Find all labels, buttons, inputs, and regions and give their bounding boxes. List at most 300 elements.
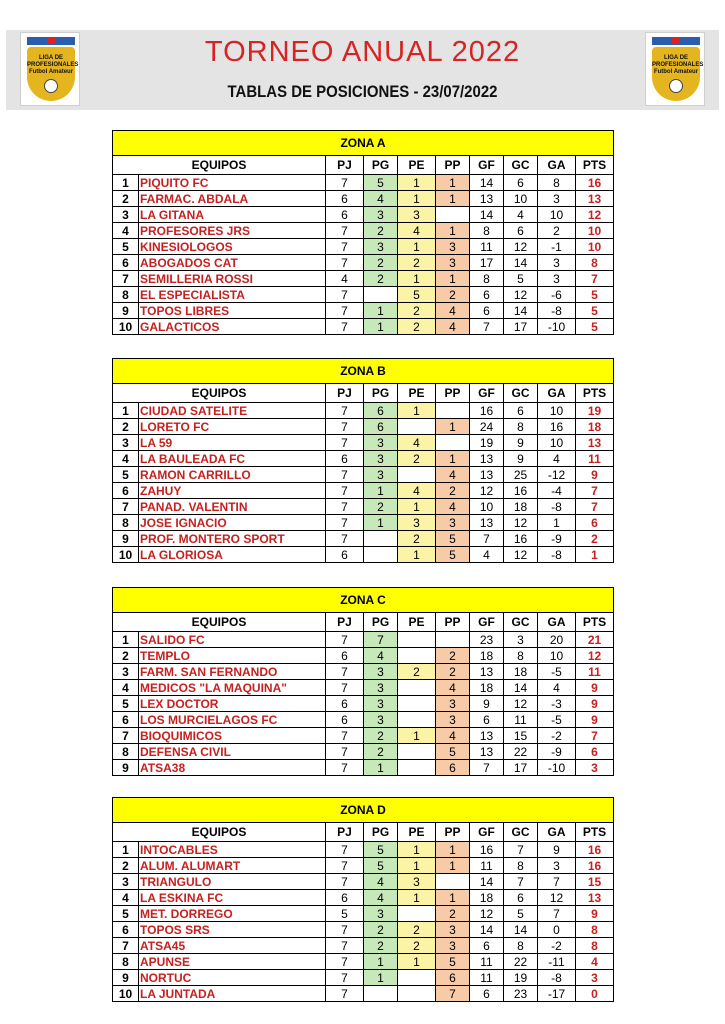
pe-cell: 1: [398, 547, 436, 563]
pg-cell: 6: [364, 419, 398, 435]
pj-cell: 6: [326, 451, 364, 467]
ga-cell: -17: [538, 986, 576, 1002]
ga-cell: -12: [538, 467, 576, 483]
team-name-cell: NORTUC: [139, 970, 326, 986]
column-header-row: [113, 823, 614, 842]
pe-cell: 1: [398, 954, 436, 970]
pj-cell: 5: [326, 906, 364, 922]
column-header-pts: PTS: [576, 613, 614, 632]
team-name-cell: RAMON CARRILLO: [139, 467, 326, 483]
gf-cell: 24: [470, 419, 504, 435]
pg-cell: [364, 986, 398, 1002]
gc-cell: 18: [504, 499, 538, 515]
pe-cell: 2: [398, 319, 436, 335]
pe-cell: 2: [398, 938, 436, 954]
position-cell: 5: [113, 696, 139, 712]
gf-cell: 11: [470, 239, 504, 255]
gf-cell: 12: [470, 483, 504, 499]
table-row: [113, 728, 614, 744]
pts-cell: 15: [576, 874, 614, 890]
gc-cell: 12: [504, 239, 538, 255]
gc-cell: 6: [504, 890, 538, 906]
pj-cell: 7: [326, 922, 364, 938]
page-subtitle: TABLAS DE POSICIONES - 23/07/2022: [227, 82, 498, 101]
table-row: [113, 207, 614, 223]
pts-cell: 5: [576, 319, 614, 335]
team-name-cell: DEFENSA CIVIL: [139, 744, 326, 760]
ga-cell: -11: [538, 954, 576, 970]
position-cell: 2: [113, 419, 139, 435]
column-header-ga: GA: [538, 613, 576, 632]
position-cell: 4: [113, 890, 139, 906]
position-cell: 8: [113, 744, 139, 760]
pp-cell: 2: [436, 483, 470, 499]
team-name-cell: APUNSE: [139, 954, 326, 970]
pj-cell: 7: [326, 954, 364, 970]
pp-cell: 3: [436, 696, 470, 712]
pts-cell: 10: [576, 223, 614, 239]
pts-cell: 18: [576, 419, 614, 435]
pj-cell: 7: [326, 175, 364, 191]
pe-cell: 1: [398, 890, 436, 906]
zone-title: ZONA B: [113, 359, 614, 384]
pts-cell: 8: [576, 938, 614, 954]
pp-cell: 6: [436, 970, 470, 986]
pg-cell: 7: [364, 632, 398, 648]
gc-cell: 3: [504, 632, 538, 648]
ga-cell: -8: [538, 970, 576, 986]
position-cell: 2: [113, 648, 139, 664]
column-header-pts: PTS: [576, 384, 614, 403]
column-header-pts: PTS: [576, 156, 614, 175]
column-header-pe: PE: [398, 823, 436, 842]
table-row: [113, 515, 614, 531]
pj-cell: 7: [326, 858, 364, 874]
pp-cell: 7: [436, 986, 470, 1002]
pg-cell: 4: [364, 890, 398, 906]
pg-cell: 1: [364, 970, 398, 986]
column-header-team: EQUIPOS: [113, 384, 326, 403]
position-cell: 7: [113, 499, 139, 515]
team-name-cell: LA GLORIOSA: [139, 547, 326, 563]
pj-cell: 7: [326, 970, 364, 986]
pp-cell: 3: [436, 712, 470, 728]
pts-cell: 19: [576, 403, 614, 419]
pg-cell: 6: [364, 403, 398, 419]
gf-cell: 18: [470, 890, 504, 906]
gc-cell: 12: [504, 696, 538, 712]
ga-cell: 7: [538, 874, 576, 890]
pg-cell: 1: [364, 515, 398, 531]
pj-cell: 7: [326, 760, 364, 776]
pj-cell: 7: [326, 938, 364, 954]
pj-cell: 7: [326, 842, 364, 858]
team-name-cell: KINESIOLOGOS: [139, 239, 326, 255]
gc-cell: 9: [504, 451, 538, 467]
column-header-pts: PTS: [576, 823, 614, 842]
table-row: [113, 632, 614, 648]
pts-cell: 2: [576, 531, 614, 547]
table-row: [113, 223, 614, 239]
pg-cell: 2: [364, 271, 398, 287]
gf-cell: 13: [470, 191, 504, 207]
pts-cell: 7: [576, 499, 614, 515]
table-row: [113, 906, 614, 922]
pg-cell: 2: [364, 938, 398, 954]
pp-cell: 5: [436, 547, 470, 563]
ga-cell: -6: [538, 287, 576, 303]
table-row: [113, 175, 614, 191]
pj-cell: 7: [326, 467, 364, 483]
gf-cell: 13: [470, 451, 504, 467]
pg-cell: 2: [364, 499, 398, 515]
team-name-cell: MET. DORREGO: [139, 906, 326, 922]
pts-cell: 21: [576, 632, 614, 648]
pg-cell: 3: [364, 467, 398, 483]
pts-cell: 0: [576, 986, 614, 1002]
pg-cell: 2: [364, 223, 398, 239]
position-cell: 5: [113, 239, 139, 255]
pg-cell: 1: [364, 319, 398, 335]
position-cell: 1: [113, 842, 139, 858]
team-name-cell: MEDICOS "LA MAQUINA": [139, 680, 326, 696]
ga-cell: -10: [538, 319, 576, 335]
zone-title: ZONA D: [113, 798, 614, 823]
pj-cell: 7: [326, 728, 364, 744]
pe-cell: 1: [398, 175, 436, 191]
zone-title: ZONA C: [113, 588, 614, 613]
gf-cell: 17: [470, 255, 504, 271]
ga-cell: -2: [538, 728, 576, 744]
column-header-gf: GF: [470, 384, 504, 403]
pp-cell: 3: [436, 255, 470, 271]
gf-cell: 6: [470, 287, 504, 303]
pj-cell: 7: [326, 287, 364, 303]
position-cell: 8: [113, 515, 139, 531]
pts-cell: 8: [576, 255, 614, 271]
column-header-pg: PG: [364, 384, 398, 403]
pg-cell: 3: [364, 239, 398, 255]
pe-cell: 1: [398, 499, 436, 515]
ga-cell: -5: [538, 664, 576, 680]
pg-cell: 1: [364, 954, 398, 970]
gc-cell: 11: [504, 712, 538, 728]
table-row: [113, 435, 614, 451]
gf-cell: 12: [470, 906, 504, 922]
column-header-pj: PJ: [326, 156, 364, 175]
pe-cell: 3: [398, 874, 436, 890]
column-header-gf: GF: [470, 823, 504, 842]
team-name-cell: ATSA38: [139, 760, 326, 776]
gc-cell: 8: [504, 648, 538, 664]
pp-cell: 1: [436, 842, 470, 858]
pts-cell: 11: [576, 664, 614, 680]
pj-cell: 7: [326, 744, 364, 760]
gf-cell: 13: [470, 664, 504, 680]
ga-cell: -1: [538, 239, 576, 255]
pg-cell: 3: [364, 451, 398, 467]
pe-cell: [398, 970, 436, 986]
column-header-pg: PG: [364, 156, 398, 175]
position-cell: 6: [113, 483, 139, 499]
column-header-ga: GA: [538, 156, 576, 175]
ga-cell: 10: [538, 207, 576, 223]
team-name-cell: LEX DOCTOR: [139, 696, 326, 712]
pg-cell: 1: [364, 760, 398, 776]
table-row: [113, 403, 614, 419]
ga-cell: 1: [538, 515, 576, 531]
pts-cell: 13: [576, 435, 614, 451]
pg-cell: 2: [364, 728, 398, 744]
table-row: [113, 319, 614, 335]
column-header-gc: GC: [504, 823, 538, 842]
gf-cell: 9: [470, 696, 504, 712]
gf-cell: 7: [470, 319, 504, 335]
gf-cell: 13: [470, 467, 504, 483]
gf-cell: 14: [470, 207, 504, 223]
pg-cell: 3: [364, 680, 398, 696]
position-cell: 1: [113, 403, 139, 419]
zone-title: ZONA A: [113, 131, 614, 156]
ga-cell: -8: [538, 547, 576, 563]
team-name-cell: LA 59: [139, 435, 326, 451]
position-cell: 3: [113, 435, 139, 451]
pg-cell: 3: [364, 207, 398, 223]
gc-cell: 7: [504, 874, 538, 890]
pts-cell: 16: [576, 842, 614, 858]
gf-cell: 7: [470, 760, 504, 776]
team-name-cell: TOPOS SRS: [139, 922, 326, 938]
pts-cell: 7: [576, 728, 614, 744]
column-header-pp: PP: [436, 823, 470, 842]
gc-cell: 19: [504, 970, 538, 986]
ga-cell: -9: [538, 744, 576, 760]
ga-cell: 12: [538, 890, 576, 906]
pg-cell: 3: [364, 664, 398, 680]
position-cell: 2: [113, 858, 139, 874]
pg-cell: 1: [364, 483, 398, 499]
table-row: [113, 239, 614, 255]
pp-cell: [436, 874, 470, 890]
pp-cell: 1: [436, 191, 470, 207]
column-header-pp: PP: [436, 156, 470, 175]
pg-cell: 3: [364, 696, 398, 712]
pts-cell: 6: [576, 744, 614, 760]
gf-cell: 6: [470, 938, 504, 954]
pe-cell: [398, 467, 436, 483]
gc-cell: 5: [504, 271, 538, 287]
pe-cell: 1: [398, 271, 436, 287]
team-name-cell: PANAD. VALENTIN: [139, 499, 326, 515]
column-header-ga: GA: [538, 384, 576, 403]
pj-cell: 6: [326, 191, 364, 207]
pp-cell: 1: [436, 271, 470, 287]
gc-cell: 17: [504, 760, 538, 776]
pts-cell: 12: [576, 648, 614, 664]
ga-cell: 10: [538, 403, 576, 419]
team-name-cell: TEMPLO: [139, 648, 326, 664]
page-header: [6, 30, 719, 110]
position-cell: 10: [113, 547, 139, 563]
gf-cell: 16: [470, 403, 504, 419]
team-name-cell: ALUM. ALUMART: [139, 858, 326, 874]
ga-cell: 8: [538, 175, 576, 191]
pts-cell: 3: [576, 760, 614, 776]
pj-cell: 7: [326, 255, 364, 271]
gf-cell: 8: [470, 223, 504, 239]
ga-cell: 3: [538, 271, 576, 287]
pe-cell: 2: [398, 664, 436, 680]
team-name-cell: PROF. MONTERO SPORT: [139, 531, 326, 547]
zone-table-d: [112, 797, 614, 1002]
pp-cell: 2: [436, 648, 470, 664]
gf-cell: 19: [470, 435, 504, 451]
gc-cell: 12: [504, 547, 538, 563]
pe-cell: [398, 744, 436, 760]
pj-cell: 7: [326, 435, 364, 451]
zone-title-row: [113, 798, 614, 823]
gc-cell: 6: [504, 175, 538, 191]
pe-cell: 4: [398, 223, 436, 239]
position-cell: 7: [113, 271, 139, 287]
table-row: [113, 986, 614, 1002]
pts-cell: 1: [576, 547, 614, 563]
team-name-cell: LA BAULEADA FC: [139, 451, 326, 467]
ga-cell: 10: [538, 435, 576, 451]
zone-table-c: [112, 587, 614, 776]
pe-cell: 4: [398, 483, 436, 499]
team-name-cell: FARMAC. ABDALA: [139, 191, 326, 207]
pj-cell: 4: [326, 271, 364, 287]
pe-cell: 1: [398, 239, 436, 255]
team-name-cell: CIUDAD SATELITE: [139, 403, 326, 419]
pg-cell: 5: [364, 175, 398, 191]
table-row: [113, 271, 614, 287]
pp-cell: [436, 435, 470, 451]
shield-icon: [652, 47, 704, 101]
pe-cell: 1: [398, 403, 436, 419]
position-cell: 5: [113, 467, 139, 483]
column-header-ga: GA: [538, 823, 576, 842]
pe-cell: 2: [398, 451, 436, 467]
pp-cell: [436, 207, 470, 223]
position-cell: 10: [113, 319, 139, 335]
pp-cell: 2: [436, 287, 470, 303]
column-header-gf: GF: [470, 156, 504, 175]
position-cell: 4: [113, 451, 139, 467]
team-name-cell: LA ESKINA FC: [139, 890, 326, 906]
team-name-cell: ATSA45: [139, 938, 326, 954]
table-row: [113, 191, 614, 207]
table-row: [113, 648, 614, 664]
gf-cell: 4: [470, 547, 504, 563]
column-header-team: EQUIPOS: [113, 823, 326, 842]
position-cell: 6: [113, 255, 139, 271]
table-row: [113, 842, 614, 858]
table-row: [113, 419, 614, 435]
pp-cell: 1: [436, 451, 470, 467]
table-row: [113, 303, 614, 319]
pp-cell: 1: [436, 890, 470, 906]
pts-cell: 16: [576, 175, 614, 191]
flag-icon: [652, 37, 700, 45]
position-cell: 9: [113, 970, 139, 986]
ga-cell: -8: [538, 303, 576, 319]
pg-cell: 4: [364, 191, 398, 207]
ga-cell: -9: [538, 531, 576, 547]
gc-cell: 16: [504, 483, 538, 499]
pj-cell: 7: [326, 632, 364, 648]
gc-cell: 14: [504, 922, 538, 938]
column-header-gf: GF: [470, 613, 504, 632]
gc-cell: 22: [504, 954, 538, 970]
pj-cell: 7: [326, 680, 364, 696]
team-name-cell: INTOCABLES: [139, 842, 326, 858]
ga-cell: 4: [538, 680, 576, 696]
table-row: [113, 938, 614, 954]
team-name-cell: TOPOS LIBRES: [139, 303, 326, 319]
column-header-pj: PJ: [326, 384, 364, 403]
column-header-pj: PJ: [326, 823, 364, 842]
ga-cell: 0: [538, 922, 576, 938]
gf-cell: 18: [470, 648, 504, 664]
position-cell: 6: [113, 712, 139, 728]
zone-title-row: [113, 359, 614, 384]
pj-cell: 7: [326, 303, 364, 319]
team-name-cell: PIQUITO FC: [139, 175, 326, 191]
team-name-cell: JOSE IGNACIO: [139, 515, 326, 531]
team-name-cell: LOS MURCIELAGOS FC: [139, 712, 326, 728]
pts-cell: 11: [576, 451, 614, 467]
pe-cell: [398, 680, 436, 696]
ga-cell: 20: [538, 632, 576, 648]
pp-cell: 2: [436, 906, 470, 922]
gf-cell: 16: [470, 842, 504, 858]
pg-cell: 3: [364, 712, 398, 728]
pg-cell: 4: [364, 648, 398, 664]
table-row: [113, 712, 614, 728]
column-header-pp: PP: [436, 613, 470, 632]
pg-cell: [364, 531, 398, 547]
pp-cell: 3: [436, 515, 470, 531]
pg-cell: 3: [364, 435, 398, 451]
pj-cell: 6: [326, 890, 364, 906]
gc-cell: 16: [504, 531, 538, 547]
gf-cell: 13: [470, 728, 504, 744]
position-cell: 10: [113, 986, 139, 1002]
pj-cell: 7: [326, 499, 364, 515]
position-cell: 5: [113, 906, 139, 922]
pts-cell: 9: [576, 696, 614, 712]
gc-cell: 5: [504, 906, 538, 922]
gc-cell: 14: [504, 680, 538, 696]
gf-cell: 18: [470, 680, 504, 696]
gc-cell: 17: [504, 319, 538, 335]
team-name-cell: LA GITANA: [139, 207, 326, 223]
pe-cell: [398, 696, 436, 712]
gf-cell: 11: [470, 970, 504, 986]
column-header-row: [113, 613, 614, 632]
pp-cell: 4: [436, 319, 470, 335]
gc-cell: 6: [504, 403, 538, 419]
pp-cell: 3: [436, 922, 470, 938]
pg-cell: 2: [364, 255, 398, 271]
pp-cell: 3: [436, 239, 470, 255]
pe-cell: [398, 760, 436, 776]
pg-cell: 4: [364, 874, 398, 890]
gf-cell: 14: [470, 874, 504, 890]
pp-cell: 5: [436, 744, 470, 760]
